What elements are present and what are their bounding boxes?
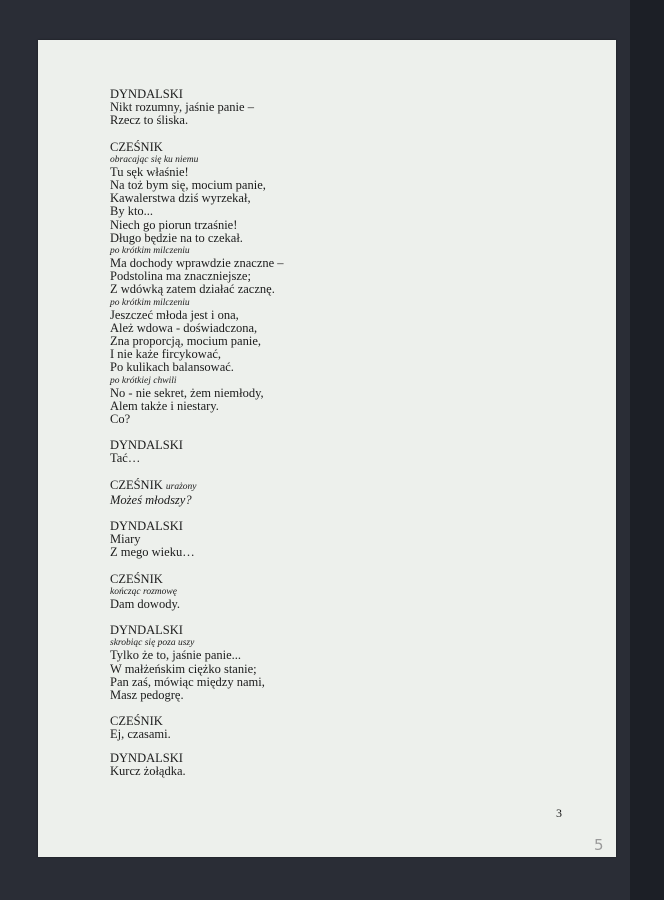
speaker-name: DYNDALSKI xyxy=(110,623,183,638)
verse-line: Kawalerstwa dziś wyrzekał, xyxy=(110,191,251,206)
verse-line: Z wdówką zatem działać zacznę. xyxy=(110,282,275,297)
stage-direction: po krótkim milczeniu xyxy=(110,297,190,308)
verse-line: Jeszczeć młoda jest i ona, xyxy=(110,307,239,322)
verse-line: Z mego wieku… xyxy=(110,545,195,560)
verse-line: Tylko że to, jaśnie panie... xyxy=(110,648,242,663)
dialogue-block xyxy=(110,624,530,702)
verse-line: W małżeńskim ciężko stanie; xyxy=(110,661,257,676)
verse-line: Miary xyxy=(110,532,141,547)
verse-line: Tać… xyxy=(110,451,141,466)
speaker-line xyxy=(110,479,530,494)
verse-line: Masz pedogrę. xyxy=(110,687,184,702)
verse-line: Ej, czasami. xyxy=(110,727,171,742)
verse-line: Możeś młodszy? xyxy=(110,492,192,507)
speaker-name: DYNDALSKI xyxy=(110,519,183,534)
verse-line: No - nie sekret, żem niemłody, xyxy=(110,385,264,400)
document-page xyxy=(38,40,616,857)
dialogue-block xyxy=(110,439,530,465)
dialogue-block xyxy=(110,88,530,128)
scanner-background-edge xyxy=(630,0,664,900)
speaker-name: CZEŚNIK xyxy=(110,571,163,586)
speaker-name: CZEŚNIK xyxy=(110,477,163,492)
stage-direction: skrobiąc się poza uszy xyxy=(110,638,195,649)
play-text xyxy=(110,88,530,791)
page-number: 3 xyxy=(556,806,562,820)
verse-line: Podstolina ma znaczniejsze; xyxy=(110,269,251,284)
stage-direction: kończąc rozmowę xyxy=(110,586,177,597)
verse-line: Kurcz żołądka. xyxy=(110,763,186,778)
verse-line: Pan zaś, mówiąc między nami, xyxy=(110,674,265,689)
dialogue-block xyxy=(110,715,530,741)
speaker-name: DYNDALSKI xyxy=(110,750,183,765)
verse-line: By kto... xyxy=(110,204,154,219)
speaker-name: DYNDALSKI xyxy=(110,87,183,101)
verse-line: Długo będzie na to czekał. xyxy=(110,230,243,245)
speaker-name: DYNDALSKI xyxy=(110,438,183,453)
stage-direction: urażony xyxy=(165,481,197,492)
dialogue-block xyxy=(110,479,530,507)
verse-line: Ależ wdowa - doświadczona, xyxy=(110,320,258,335)
verse-line: Ma dochody wprawdzie znaczne – xyxy=(110,256,284,271)
dialogue-block xyxy=(110,141,530,427)
verse-line: Zna proporcją, mocium panie, xyxy=(110,334,261,349)
verse-line: Tu sęk właśnie! xyxy=(110,164,189,179)
verse-line: Po kulikach balansować. xyxy=(110,360,234,375)
verse-line: Rzecz to śliska. xyxy=(110,113,189,128)
stage-direction: po krótkiej chwili xyxy=(110,375,177,386)
verse-line: Nikt rozumny, jaśnie panie – xyxy=(110,100,254,115)
stage-direction: obracając się ku niemu xyxy=(110,154,199,165)
dialogue-block xyxy=(110,520,530,560)
verse-line: Alem także i niestary. xyxy=(110,398,219,413)
pencil-page-mark: 5 xyxy=(594,836,604,854)
dialogue-block xyxy=(110,752,530,778)
verse-line: Dam dowody. xyxy=(110,596,181,611)
stage-direction: po krótkim milczeniu xyxy=(110,246,190,257)
dialogue-block xyxy=(110,573,530,611)
speaker-name: CZEŚNIK xyxy=(110,139,163,154)
verse-line: Co? xyxy=(110,412,131,427)
verse-line: Na toż bym się, mocium panie, xyxy=(110,178,266,193)
verse-line: Niech go piorun trzaśnie! xyxy=(110,217,238,232)
speaker-name: CZEŚNIK xyxy=(110,714,163,729)
verse-line: I nie każe fircykować, xyxy=(110,347,222,362)
